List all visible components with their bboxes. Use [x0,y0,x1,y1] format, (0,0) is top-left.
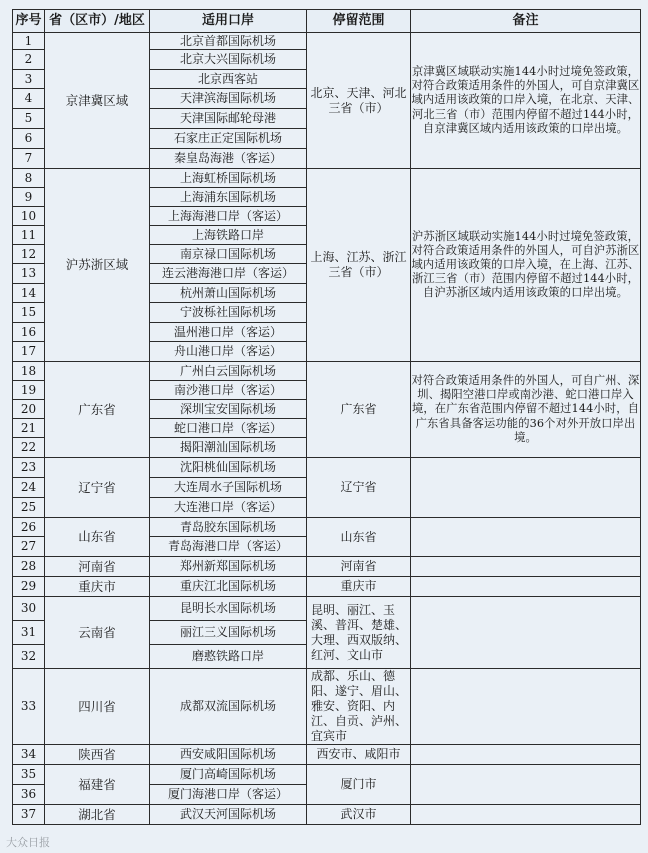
port-cell: 成都双流国际机场 [150,669,307,745]
table-row [13,597,641,621]
port-cell: 宁波栎社国际机场 [150,303,307,323]
stay-range-cell: 厦门市 [307,765,411,805]
port-cell: 舟山港口岸（客运） [150,342,307,362]
row-number: 8 [13,169,45,188]
region-cell: 京津冀区域 [45,33,150,169]
table-row [13,33,641,50]
watermark: 大众日报 [6,836,50,849]
row-number: 20 [13,400,45,419]
port-cell: 揭阳潮汕国际机场 [150,438,307,458]
region-cell: 云南省 [45,597,150,669]
row-number: 15 [13,303,45,323]
row-number: 5 [13,109,45,129]
region-cell: 河南省 [45,557,150,577]
region-cell: 沪苏浙区域 [45,169,150,362]
table-body [13,33,641,825]
note-cell [411,557,641,577]
row-number: 18 [13,362,45,381]
table-row [13,765,641,785]
port-cell: 西安咸阳国际机场 [150,745,307,765]
region-cell: 福建省 [45,765,150,805]
row-number: 14 [13,284,45,303]
stay-range-cell: 辽宁省 [307,458,411,518]
stay-range-cell: 武汉市 [307,805,411,825]
stay-range-cell: 重庆市 [307,577,411,597]
note-cell: 沪苏浙区域联动实施144小时过境免签政策，对符合政策适用条件的外国人，可自沪苏浙区域内适用该政策的口岸入境，在上海、江苏、浙江三省（市）范围内停留不超过144小时，自沪苏浙区域内适用该政策的口岸出境。 [411,169,641,362]
region-cell: 重庆市 [45,577,150,597]
region-cell: 四川省 [45,669,150,745]
stay-range-cell: 西安市、咸阳市 [307,745,411,765]
row-number: 34 [13,745,45,765]
note-cell: 对符合政策适用条件的外国人，可自广州、深圳、揭阳空港口岸或南沙港、蛇口港口岸入境，在广东省范围内停留不超过144小时，自广东省具备客运功能的36个对外开放口岸出境。 [411,362,641,458]
header-region: 省（区市）/地区 [45,10,150,33]
port-cell: 天津滨海国际机场 [150,89,307,109]
row-number: 36 [13,785,45,805]
port-cell: 连云港海港口岸（客运） [150,264,307,284]
table-row [13,169,641,188]
row-number: 6 [13,129,45,149]
port-cell: 大连周水子国际机场 [150,478,307,498]
port-cell: 北京首都国际机场 [150,33,307,50]
row-number: 23 [13,458,45,478]
note-cell: 京津冀区域联动实施144小时过境免签政策，对符合政策适用条件的外国人，可自京津冀区域内适用该政策的口岸入境，在北京、天津、河北三省（市）范围内停留不超过144小时，自京津冀区域内适用该政策的口岸出境。 [411,33,641,169]
row-number: 30 [13,597,45,621]
stay-range-cell: 成都、乐山、德阳、遂宁、眉山、雅安、资阳、内江、自贡、泸州、宜宾市 [307,669,411,745]
stay-range-cell: 昆明、丽江、玉溪、普洱、楚雄、大理、西双版纳、红河、文山市 [307,597,411,669]
row-number: 21 [13,419,45,438]
stay-range-cell: 山东省 [307,518,411,557]
port-cell: 杭州萧山国际机场 [150,284,307,303]
port-cell: 昆明长水国际机场 [150,597,307,621]
port-cell: 上海海港口岸（客运） [150,207,307,226]
region-cell: 陕西省 [45,745,150,765]
port-cell: 秦皇岛海港（客运） [150,149,307,169]
port-cell: 蛇口港口岸（客运） [150,419,307,438]
row-number: 13 [13,264,45,284]
table-header-row [13,10,641,33]
row-number: 37 [13,805,45,825]
port-cell: 磨憨铁路口岸 [150,645,307,669]
table-row [13,518,641,537]
stay-range-cell: 北京、天津、河北三省（市） [307,33,411,169]
note-cell [411,745,641,765]
stay-range-cell: 广东省 [307,362,411,458]
note-cell [411,597,641,669]
row-number: 24 [13,478,45,498]
note-cell [411,765,641,805]
row-number: 19 [13,381,45,400]
row-number: 17 [13,342,45,362]
header-port: 适用口岸 [150,10,307,33]
note-cell [411,577,641,597]
port-cell: 上海铁路口岸 [150,226,307,245]
row-number: 31 [13,621,45,645]
port-cell: 上海虹桥国际机场 [150,169,307,188]
port-cell: 上海浦东国际机场 [150,188,307,207]
port-cell: 武汉天河国际机场 [150,805,307,825]
row-number: 32 [13,645,45,669]
region-cell: 辽宁省 [45,458,150,518]
port-cell: 厦门高崎国际机场 [150,765,307,785]
row-number: 22 [13,438,45,458]
row-number: 1 [13,33,45,50]
port-cell: 郑州新郑国际机场 [150,557,307,577]
region-cell: 湖北省 [45,805,150,825]
row-number: 16 [13,323,45,342]
note-cell [411,669,641,745]
note-cell [411,518,641,557]
table-row [13,745,641,765]
table-row [13,557,641,577]
row-number: 26 [13,518,45,537]
header-number: 序号 [13,10,45,33]
port-cell: 北京大兴国际机场 [150,50,307,70]
header-stay-range: 停留范围 [307,10,411,33]
table-row [13,669,641,745]
stay-range-cell: 河南省 [307,557,411,577]
row-number: 12 [13,245,45,264]
row-number: 33 [13,669,45,745]
row-number: 35 [13,765,45,785]
table-row [13,805,641,825]
row-number: 4 [13,89,45,109]
header-note: 备注 [411,10,641,33]
port-cell: 南沙港口岸（客运） [150,381,307,400]
note-cell [411,805,641,825]
table-row [13,362,641,381]
port-cell: 石家庄正定国际机场 [150,129,307,149]
table-row [13,458,641,478]
row-number: 2 [13,50,45,70]
port-cell: 北京西客站 [150,70,307,89]
port-cell: 丽江三义国际机场 [150,621,307,645]
row-number: 28 [13,557,45,577]
row-number: 7 [13,149,45,169]
stay-range-cell: 上海、江苏、浙江三省（市） [307,169,411,362]
port-cell: 青岛胶东国际机场 [150,518,307,537]
port-cell: 南京禄口国际机场 [150,245,307,264]
port-cell: 重庆江北国际机场 [150,577,307,597]
port-cell: 厦门海港口岸（客运） [150,785,307,805]
port-cell: 天津国际邮轮母港 [150,109,307,129]
row-number: 29 [13,577,45,597]
table-row [13,577,641,597]
port-cell: 广州白云国际机场 [150,362,307,381]
row-number: 9 [13,188,45,207]
port-cell: 青岛海港口岸（客运） [150,537,307,557]
port-cell: 深圳宝安国际机场 [150,400,307,419]
region-cell: 广东省 [45,362,150,458]
port-cell: 温州港口岸（客运） [150,323,307,342]
visa-free-port-table [12,9,641,825]
region-cell: 山东省 [45,518,150,557]
row-number: 10 [13,207,45,226]
port-cell: 沈阳桃仙国际机场 [150,458,307,478]
row-number: 3 [13,70,45,89]
row-number: 11 [13,226,45,245]
note-cell [411,458,641,518]
port-cell: 大连港口岸（客运） [150,498,307,518]
row-number: 27 [13,537,45,557]
row-number: 25 [13,498,45,518]
